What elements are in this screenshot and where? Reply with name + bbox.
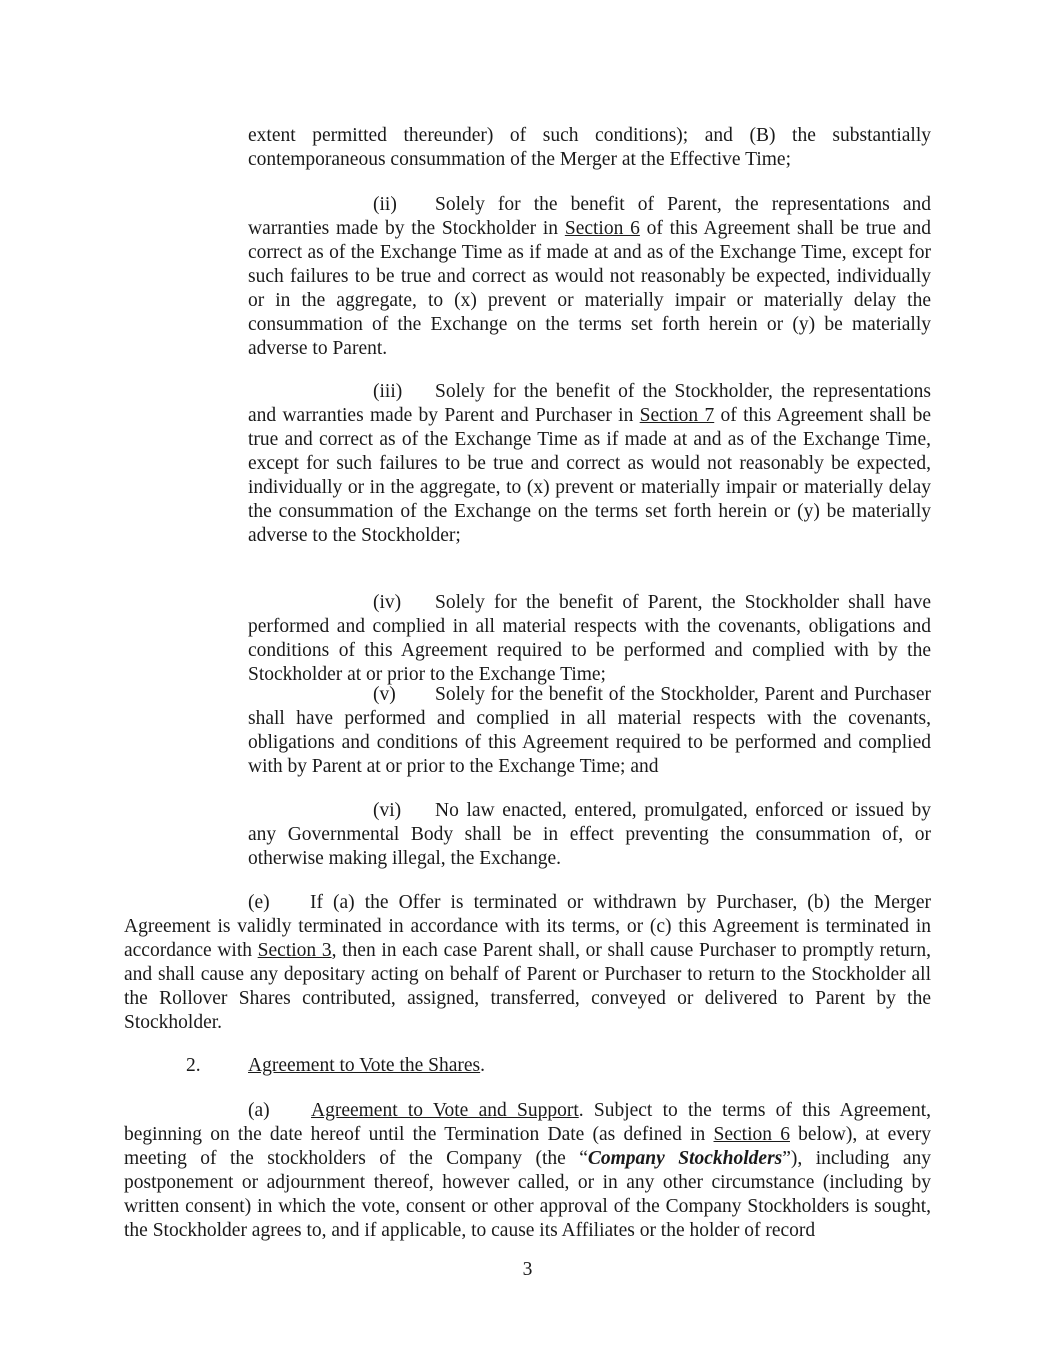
paragraph-text: Solely for the benefit of the Stockholder, the representations and warranties made by Parent and Purchaser in <box>248 381 931 426</box>
paragraph-conditions-continued <box>248 124 931 172</box>
clause-title: Agreement to Vote and Support <box>311 1100 579 1121</box>
section-heading-2 <box>186 1054 485 1078</box>
paragraph-text: If (a) the Offer is terminated or withdrawn by Purchaser, (b) the Merger Agreement is validly terminated in accordance with its terms, or (c) this Agreement is terminated in accordance with <box>124 892 931 961</box>
paragraph-e <box>124 891 931 1035</box>
paragraph-text: Solely for the benefit of Parent, the representations and warranties made by the Stockholder in <box>248 194 931 239</box>
section-reference: Section 6 <box>564 218 640 239</box>
section-reference: Section 6 <box>713 1124 790 1145</box>
paragraph-iii <box>248 380 931 548</box>
clause-label: (iii) <box>373 381 403 402</box>
section-number: 2. <box>186 1055 201 1076</box>
paragraph-v <box>248 683 931 779</box>
clause-label: (e) <box>248 892 270 913</box>
clause-label: (vi) <box>373 800 402 821</box>
defined-term: Company Stockholders <box>587 1148 783 1169</box>
paragraph-ii <box>248 193 931 361</box>
paragraph-text: ”), including any postponement or adjournment thereof, however called, or in any other circumstance (including by written consent) in which the vote, consent or other approval of the Company Stockholders is sought, the Stockholder agrees to, and if applicable, to cause its Affiliates or the holder of record <box>124 1148 931 1241</box>
paragraph-text: . Subject to the terms of this Agreement, beginning on the date hereof until the Termination Date (as defined in <box>124 1100 931 1145</box>
clause-label: (iv) <box>373 592 402 613</box>
section-reference: Section 7 <box>639 405 715 426</box>
paragraph-iv <box>248 591 931 687</box>
paragraph-a <box>124 1099 931 1243</box>
page-number: 3 <box>522 1259 533 1280</box>
clause-label: (a) <box>248 1100 270 1121</box>
section-reference: Section 3 <box>257 940 332 961</box>
paragraph-text: below), at every meeting of the stockholders of the Company (the “ <box>124 1124 931 1169</box>
paragraph-text: of this Agreement shall be true and correct as of the Exchange Time as if made at and as of the Exchange Time, except for such failures to be true and correct as would not reasonably be expected, individually or in the aggregate, to (x) prevent or materially impair or materially delay the consummation of the Exchange on the terms set forth herein or (y) be materially adverse to the Stockholder; <box>248 405 932 546</box>
paragraph-text: No law enacted, entered, promulgated, enforced or issued by any Governmental Body shall be in effect preventing the consummation of, or otherwise making illegal, the Exchange. <box>248 800 931 869</box>
paragraph-text: Solely for the benefit of Parent, the Stockholder shall have performed and complied in all material respects with the covenants, obligations and conditions of this Agreement required to be performed and complied with by the Stockholder at or prior to the Exchange Time; <box>248 592 931 685</box>
clause-label: (ii) <box>373 194 397 215</box>
paragraph-vi <box>248 799 931 871</box>
paragraph-text: , then in each case Parent shall, or shall cause Purchaser to promptly return, and shall cause any depositary acting on behalf of Parent or Purchaser to return to the Stockholder all the Rollover Shares contributed, assigned, transferred, conveyed or delivered to Parent by the Stockholder. <box>124 940 931 1033</box>
section-title: Agreement to Vote the Shares <box>248 1055 481 1076</box>
clause-label: (v) <box>373 684 396 705</box>
paragraph-text: of this Agreement shall be true and correct as of the Exchange Time as if made at and as of the Exchange Time, except for such failures to be true and correct as would not reasonably be expected, individually or in the aggregate, to (x) prevent or materially impair or materially delay the consummation of the Exchange on the terms set forth herein or (y) be materially adverse to Parent. <box>248 218 931 359</box>
paragraph-text: extent permitted thereunder) of such conditions); and (B) the substantially contemporaneous consummation of the Merger at the Effective Time; <box>248 125 931 170</box>
section-title-period: . <box>480 1055 486 1076</box>
paragraph-text: Solely for the benefit of the Stockholder, Parent and Purchaser shall have performed and complied in all material respects with the covenants, obligations and conditions of this Agreement required to be performed and complied with by Parent at or prior to the Exchange Time; and <box>248 684 931 777</box>
